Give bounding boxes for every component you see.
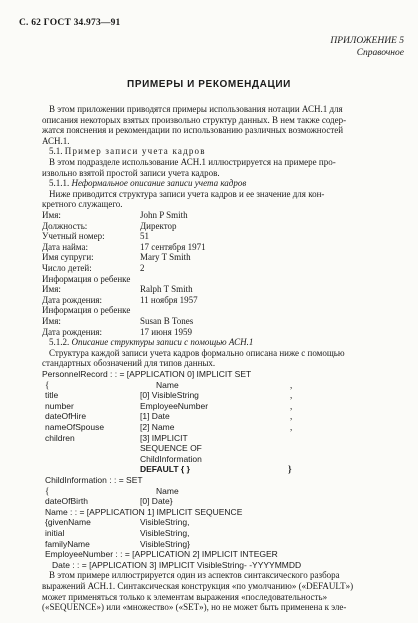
section-heading-5-1-1 <box>49 178 246 189</box>
asn-field: number <box>45 400 74 411</box>
record-value: Susan B Tones <box>140 316 194 326</box>
asn-type: [2] Name <box>140 422 175 432</box>
paragraph-line: стандартных обозначений для типов данных. <box>42 358 216 369</box>
asn-field: dateOfHire <box>45 411 87 422</box>
asn-type: Name <box>156 379 179 390</box>
asn-type: VisibleString, <box>140 528 190 538</box>
section-heading-5-1 <box>49 146 206 157</box>
record-key: Информация о ребенке <box>42 273 131 284</box>
asn-field: initial <box>45 528 65 538</box>
record-key: Должность: <box>42 220 88 231</box>
asn-type: [3] IMPLICIT <box>140 432 188 443</box>
record-key: Число детей: <box>42 263 92 273</box>
asn-line: EmployeeNumber : : = [APPLICATION 2] IMPLICIT INTEGER <box>45 549 278 560</box>
asn-type: [0] Date} <box>140 496 173 507</box>
paragraph-line: («SEQUENCE») или «множество» («SET»), но не может быть применена к эле- <box>42 602 347 613</box>
section-title: Описание структуры записи с помощью АСН.1 <box>71 337 254 348</box>
asn-field: children <box>45 432 75 443</box>
section-number: 5.1. <box>49 146 63 157</box>
paragraph-line: В этом подразделе использование АСН.1 иллюстрируется на примере про- <box>49 157 336 167</box>
asn-line: Date : : = [APPLICATION 3] IMPLICIT VisibleString- -YYYYMMDD <box>52 559 302 570</box>
asn-type: ChildInformation <box>140 453 202 464</box>
paragraph-line: выражений АСН.1. Синтаксическая конструкция «по умолчанию» («DEFAULT») <box>42 581 354 591</box>
page-header: С. 62 ГОСТ 34.973—91 <box>19 18 121 28</box>
record-value: John P Smith <box>140 210 188 220</box>
section-number: 5.1.2. <box>49 337 70 348</box>
asn-field: familyName <box>45 538 90 549</box>
record-key: Имя: <box>42 210 61 220</box>
asn-brace: } <box>288 464 292 475</box>
record-value: Директор <box>140 220 177 231</box>
record-key: Имя: <box>42 316 61 326</box>
appendix-kind: Справочное <box>356 48 404 58</box>
record-key: Информация о ребенке <box>42 305 131 316</box>
asn-brace: { <box>45 485 50 496</box>
asn-field: title <box>45 390 59 401</box>
asn-comma: , <box>290 390 293 401</box>
paragraph-line: Структура каждой записи учета кадров формально описана ниже с помощью <box>49 347 345 358</box>
asn-comma: , <box>290 411 293 422</box>
record-key: Учетный номер: <box>42 231 105 242</box>
record-key: Имя супруги: <box>42 252 94 263</box>
asn-brace: { <box>45 379 50 390</box>
paragraph-line: Ниже приводится структура записи учета кадров и ее значение для кон- <box>49 188 325 199</box>
asn-type: SEQUENCE OF <box>140 443 202 454</box>
intro-line: жатся пояснения и рекомендации по использованию различных возможностей <box>42 125 344 136</box>
record-value: 17 июня 1959 <box>140 326 192 337</box>
asn-type: [0] VisibleString <box>140 390 199 401</box>
record-value: 17 сентября 1971 <box>140 241 206 252</box>
asn-comma: , <box>290 379 293 390</box>
intro-line: АСН.1. <box>42 135 70 146</box>
section-heading-5-1-2 <box>49 337 253 348</box>
asn-field: dateOfBirth <box>45 496 88 507</box>
asn-comma: , <box>290 400 293 411</box>
record-value: 2 <box>140 263 145 273</box>
asn-type: DEFAULT { } <box>140 464 190 475</box>
asn-type: [1] Date <box>140 411 170 422</box>
paragraph-line: кретного служащего. <box>42 199 123 210</box>
asn-comma: , <box>290 422 293 432</box>
asn-line: PersonnelRecord : : = [APPLICATION 0] IMPLICIT SET <box>42 369 252 379</box>
asn-type: Name <box>156 485 179 496</box>
paragraph-line: извольно взятой простой записи учета кадров. <box>42 167 220 178</box>
intro-line: описания некоторых взятых произвольно структур данных. В нем также содер- <box>42 114 347 125</box>
record-value: Mary T Smith <box>140 252 191 263</box>
appendix-label <box>330 35 404 59</box>
section-title: Неформальное описание записи учета кадров <box>71 178 247 189</box>
paragraph-line: может применяться только к элементам выражения «последовательность» <box>42 591 328 602</box>
page-title: ПРИМЕРЫ И РЕКОМЕНДАЦИИ <box>127 79 291 90</box>
record-key: Дата найма: <box>42 241 88 252</box>
record-key: Имя: <box>42 284 61 295</box>
intro-line: В этом приложении приводятся примеры использования нотации АСН.1 для <box>49 104 343 114</box>
asn-type: VisibleString} <box>140 538 190 549</box>
appendix-number: ПРИЛОЖЕНИЕ 5 <box>330 36 404 46</box>
record-key: Дата рождения: <box>42 326 103 337</box>
section-title: Пример записи учета кадров <box>64 146 206 157</box>
asn-line: Name : : = [APPLICATION 1] IMPLICIT SEQUENCE <box>45 506 243 517</box>
asn-field: {givenName <box>45 517 91 528</box>
record-value: 51 <box>140 231 149 242</box>
paragraph-line: В этом примере иллюстрируется один из аспектов синтаксического разбора <box>49 570 340 581</box>
asn-type: VisibleString, <box>140 517 190 528</box>
asn-type: EmployeeNumber <box>140 400 209 411</box>
section-number: 5.1.1. <box>49 178 70 189</box>
asn-line: ChildInformation : : = SET <box>45 475 143 485</box>
record-key: Дата рождения: <box>42 294 103 305</box>
record-value: 11 ноября 1957 <box>140 294 198 305</box>
asn-field: nameOfSpouse <box>45 422 105 432</box>
record-value: Ralph T Smith <box>140 284 193 295</box>
